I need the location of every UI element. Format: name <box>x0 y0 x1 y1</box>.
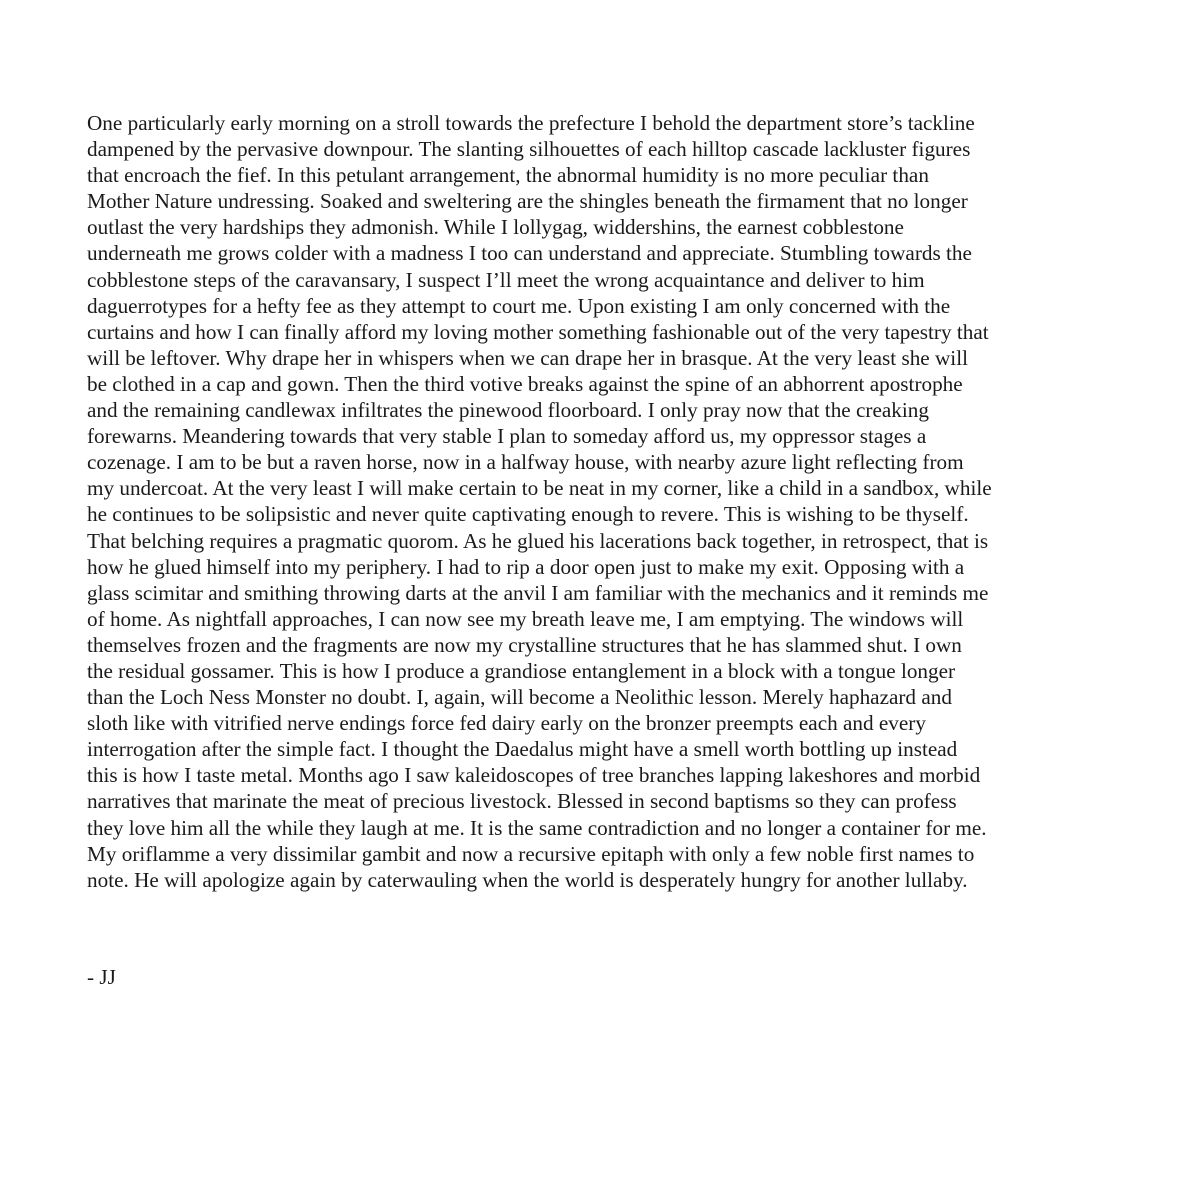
paragraph-line: sloth like with vitrified nerve endings force fed dairy early on the bronzer preempts each and every <box>87 711 926 736</box>
paragraph-line: this is how I taste metal. Months ago I saw kaleidoscopes of tree branches lapping lakeshores and morbid <box>87 763 981 788</box>
paragraph-line: One particularly early morning on a stroll towards the prefecture I behold the department store’s tackline <box>87 111 975 135</box>
paragraph-line: than the Loch Ness Monster no doubt. I, again, will become a Neolithic lesson. Merely haphazard and <box>87 685 952 710</box>
paragraph-line: note. He will apologize again by caterwauling when the world is desperately hungry for another lullaby. <box>87 867 968 892</box>
paragraph-line: forewarns. Meandering towards that very stable I plan to someday afford us, my oppressor stages a <box>87 424 927 449</box>
paragraph-line: he continues to be solipsistic and never quite captivating enough to revere. This is wishing to be thyself. <box>87 502 969 527</box>
paragraph-line: cobblestone steps of the caravansary, I suspect I’ll meet the wrong acquaintance and deliver to him <box>87 267 925 292</box>
paragraph-line: narratives that marinate the meat of precious livestock. Blessed in second baptisms so they can profess <box>87 789 957 814</box>
paragraph-line: my undercoat. At the very least I will make certain to be neat in my corner, like a child in a sandbox, while <box>87 476 992 501</box>
paragraph-line: that encroach the fief. In this petulant arrangement, the abnormal humidity is no more peculiar than <box>87 163 929 188</box>
paragraph-line: glass scimitar and smithing throwing darts at the anvil I am familiar with the mechanics and it reminds me <box>87 580 989 605</box>
paragraph-line: curtains and how I can finally afford my loving mother something fashionable out of the very tapestry that <box>87 319 989 344</box>
paragraph-line: That belching requires a pragmatic quorom. As he glued his lacerations back together, in retrospect, that is <box>87 528 989 553</box>
paragraph-line: how he glued himself into my periphery. I had to rip a door open just to make my exit. Opposing with a <box>87 554 965 579</box>
paragraph-line: underneath me grows colder with a madness I too can understand and appreciate. Stumbling towards the <box>87 241 972 266</box>
body-paragraph <box>87 110 1127 893</box>
paragraph-line: and the remaining candlewax infiltrates the pinewood floorboard. I only pray now that the creaking <box>87 398 929 423</box>
paragraph-line: be clothed in a cap and gown. Then the third votive breaks against the spine of an abhorrent apostrophe <box>87 371 963 396</box>
paragraph-line: My oriflamme a very dissimilar gambit and now a recursive epitaph with only a few noble first names to <box>87 841 975 866</box>
paragraph-line: themselves frozen and the fragments are now my crystalline structures that he has slammed shut. I own <box>87 632 962 657</box>
paragraph-line: of home. As nightfall approaches, I can now see my breath leave me, I am emptying. The windows will <box>87 606 964 631</box>
paragraph-line: outlast the very hardships they admonish. While I lollygag, widdershins, the earnest cobblestone <box>87 215 904 240</box>
paragraph-line: the residual gossamer. This is how I produce a grandiose entanglement in a block with a tongue longer <box>87 658 956 683</box>
paragraph-line: daguerrotypes for a hefty fee as they attempt to court me. Upon existing I am only concerned with the <box>87 293 951 318</box>
paragraph-line: Mother Nature undressing. Soaked and sweltering are the shingles beneath the firmament that no longer <box>87 189 968 214</box>
paragraph-line: interrogation after the simple fact. I thought the Daedalus might have a smell worth bottling up instead <box>87 737 958 762</box>
paragraph-line: dampened by the pervasive downpour. The slanting silhouettes of each hilltop cascade lackluster figures <box>87 137 971 162</box>
paragraph-line: cozenage. I am to be but a raven horse, now in a halfway house, with nearby azure light reflecting from <box>87 450 964 475</box>
paragraph-line: they love him all the while they laugh at me. It is the same contradiction and no longer a container for me. <box>87 815 987 840</box>
paragraph-line: will be leftover. Why drape her in whispers when we can drape her in brasque. At the very least she will <box>87 345 968 370</box>
author-signature: - JJ <box>87 965 116 989</box>
